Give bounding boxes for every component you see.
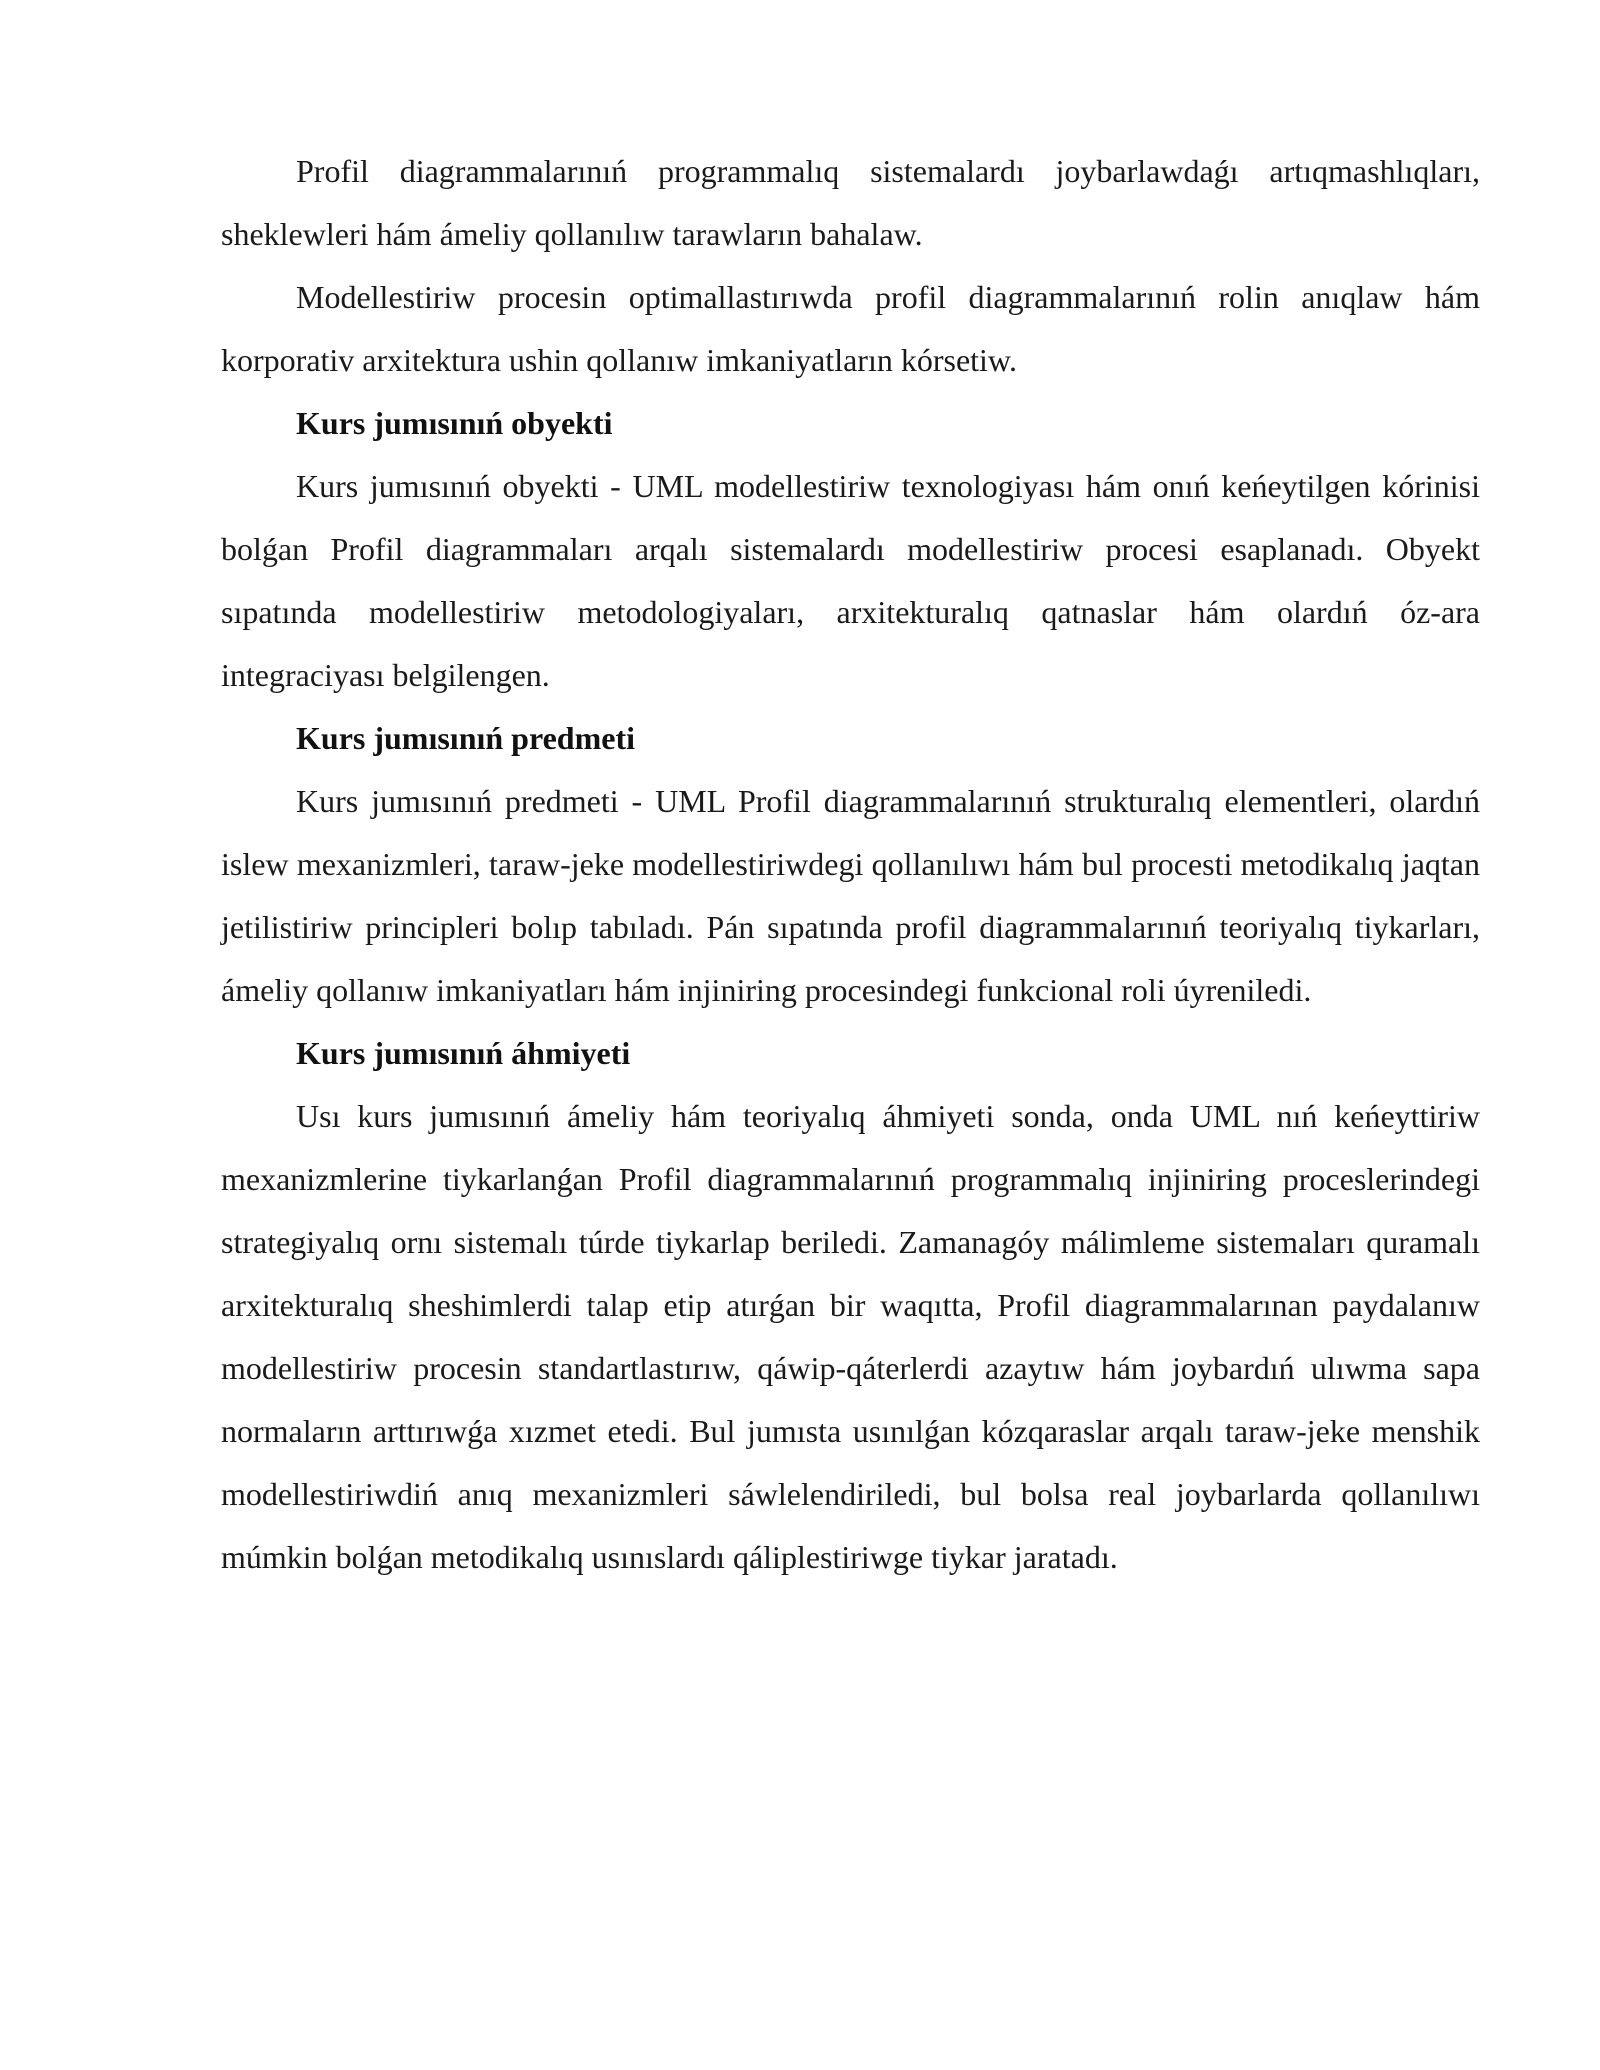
section-heading-object: Kurs jumısınıń obyekti bbox=[296, 405, 613, 441]
section-heading-importance: Kurs jumısınıń áhmiyeti bbox=[296, 1035, 631, 1071]
section-heading-subject: Kurs jumısınıń predmeti bbox=[296, 720, 635, 756]
section-text-subject: Kurs jumısınıń predmeti - UML Profil diagrammalarınıń strukturalıq elementleri, olardıń islew mexanizmleri, taraw-jeke modellestiriwdegi qollanılıwı hám bul procesti metodikalıq jaqtan jetilistiriw principleri bolıp tabıladı. Pán sıpatında profil diagrammalarınıń teoriyalıq tiykarları, ámeliy qollanıw imkaniyatları hám injiniring procesindegi funkcional roli úyreniledi. bbox=[221, 783, 1480, 1008]
section-text-object: Kurs jumısınıń obyekti - UML modellestiriw texnologiyası hám onıń keńeytilgen kórinisi bolǵan Profil diagrammaları arqalı sistemalardı modellestiriw procesi esaplanadı. Obyekt sıpatında modellestiriw metodologiyaları, arxitekturalıq qatnaslar hám olardıń óz-ara integraciyası belgilengen. bbox=[221, 468, 1480, 693]
intro-paragraph-2: Modellestiriw procesin optimallastırıwda profil diagrammalarınıń rolin anıqlaw hám korporativ arxitektura ushin qollanıw imkaniyatların kórsetiw. bbox=[221, 279, 1480, 378]
document-body bbox=[221, 140, 1480, 1589]
intro-paragraph-1: Profil diagrammalarınıń programmalıq sistemalardı joybarlawdaǵı artıqmashlıqları, sheklewleri hám ámeliy qollanılıw tarawların bahalaw. bbox=[221, 153, 1480, 252]
section-text-importance: Usı kurs jumısınıń ámeliy hám teoriyalıq áhmiyeti sonda, onda UML nıń keńeyttiriw mexanizmlerine tiykarlanǵan Profil diagrammalarınıń programmalıq injiniring proceslerindegi strategiyalıq ornı sistemalı túrde tiykarlap beriledi. Zamanagóy málimleme sistemaları quramalı arxitekturalıq sheshimlerdi talap etip atırǵan bir waqıtta, Profil diagrammalarınan paydalanıw modellestiriw procesin standartlastırıw, qáwip-qáterlerdi azaytıw hám joybardıń ulıwma sapa normaların arttırıwǵa xızmet etedi. Bul jumısta usınılǵan kózqaraslar arqalı taraw-jeke menshik modellestiriwdiń anıq mexanizmleri sáwlelendiriledi, bul bolsa real joybarlarda qollanılıwı múmkin bolǵan metodikalıq usınıslardı qáliplestiriwge tiykar jaratadı. bbox=[221, 1098, 1480, 1575]
